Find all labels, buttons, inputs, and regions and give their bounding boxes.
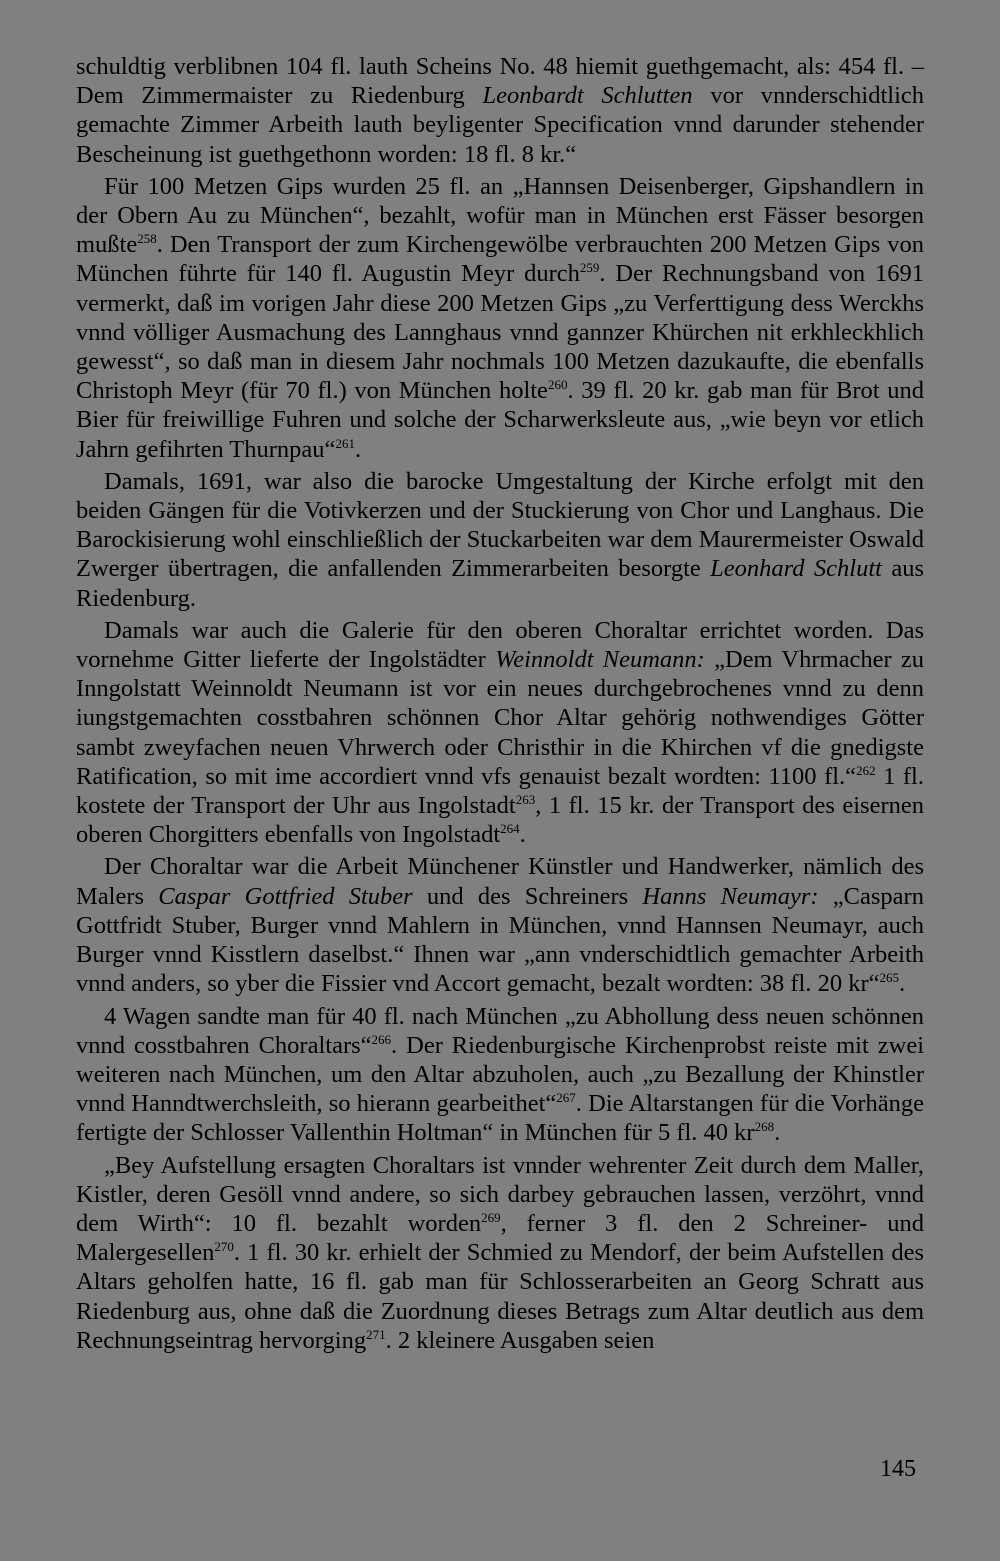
- footnote-marker: 264: [500, 821, 520, 837]
- text-run: Für 100 Metzen Gips wurden 25 fl. an „Hannsen Deisenberger, Gipshandlern in der Obern Au zu München“, bezahlt, wofür man in München erst Fässer besorgen mußte: [76, 172, 924, 259]
- footnote-marker: 265: [879, 970, 900, 986]
- text-run: . Die Altarstangen für die Vorhänge fertigte der Schlosser Vallenthin Holtman“ in München für 5 fl. 40 kr: [76, 1090, 924, 1147]
- paragraph: [76, 852, 924, 998]
- text-run: . Der Riedenburgische Kirchenprobst reiste mit zwei weiteren nach München, um den Altar abzuholen, auch „zu Bezallung der Khinstler vnnd Hanndtwerchsleith, so hierann gearbeithet“: [76, 1031, 925, 1118]
- text-run: Der Choraltar war die Arbeit Münchener Künstler und Handwerker, nämlich des Malers: [76, 853, 924, 910]
- footnote-marker: 259: [579, 260, 600, 276]
- text-run: , 1 fl. 15 kr. der Transport des eisernen oberen Chorgitters ebenfalls von Ingolstadt: [76, 792, 924, 849]
- footnote-marker: 270: [214, 1238, 234, 1254]
- text-run: Damals war auch die Galerie für den oberen Choraltar errichtet worden. Das vornehme Gitter lieferte der Ingolstädter: [76, 616, 924, 674]
- paragraph: [76, 1151, 924, 1355]
- page-number: 145: [880, 1456, 916, 1482]
- italic-name: Leonhard Schlutt: [710, 555, 882, 583]
- text-run: .: [519, 821, 526, 849]
- paragraph: [76, 616, 924, 850]
- text-run: . 39 fl. 20 kr. gab man für Brot und Bier für freiwillige Fuhren und solche der Scharwerksleute aus, „wie beyn vor etlich Jahrn gefihrten Thurnpau“: [76, 377, 925, 463]
- footnote-marker: 267: [556, 1089, 576, 1105]
- italic-name: Leonbardt Schlutten: [482, 82, 693, 110]
- footnote-marker: 263: [515, 791, 536, 807]
- page-body: [76, 52, 924, 1355]
- text-run: .: [774, 1119, 781, 1147]
- italic-name: Weinnoldt Neumann:: [495, 646, 705, 674]
- text-run: . Den Transport der zum Kirchengewölbe verbrauchten 200 Metzen Gips von München führte für 140 fl. Augustin Meyr durch: [76, 231, 924, 288]
- footnote-marker: 260: [547, 377, 568, 393]
- text-run: „Casparn Gottfridt Stuber, Burger vnnd Mahlern in München, vnnd Hannsen Neumayr, auch Burger vnnd Kisstlern daselbst.“ Ihnen war „ann vnderschidtlich gemachter Arbeith vnnd anders, so yber die Fissier vnd Accort gemacht, bezalt wordten: 38 fl. 20 kr“: [76, 882, 924, 998]
- text-run: 4 Wagen sandte man für 40 fl. nach München „zu Abhollung dess neuen schönnen vnnd cosstbahren Choraltars“: [76, 1002, 924, 1059]
- body-text: [76, 52, 924, 1355]
- italic-name: Hanns Neumayr:: [642, 882, 819, 910]
- text-run: . 2 kleinere Ausgaben seien: [385, 1326, 655, 1354]
- text-run: aus Riedenburg.: [76, 555, 924, 612]
- text-run: 1 fl. kostete der Transport der Uhr aus Ingolstadt: [76, 762, 924, 820]
- text-run: . 1 fl. 30 kr. erhielt der Schmied zu Mendorf, der beim Aufstellen des Altars geholfen hatte, 16 fl. gab man für Schlosserarbeiten an Georg Schratt aus Riedenburg aus, ohne daß die Zuordnung dieses Betrags zum Altar deutlich aus dem Rechnungseintrag hervorging: [76, 1239, 924, 1354]
- footnote-marker: 262: [856, 762, 876, 778]
- text-run: , ferner 3 fl. den 2 Schreiner- und Malergesellen: [76, 1209, 924, 1267]
- footnote-marker: 268: [754, 1119, 775, 1135]
- paragraph: [76, 467, 924, 613]
- footnote-marker: 269: [481, 1209, 501, 1225]
- italic-name: Caspar Gottfried Stuber: [158, 882, 413, 910]
- paragraph: [76, 1002, 924, 1148]
- text-run: vor vnnderschidtlich gemachte Zimmer Arbeith lauth beyligenter Specification vnnd darunder stehender Bescheinung ist guethgethonn worden: 18 fl. 8 kr.“: [76, 82, 924, 168]
- text-run: schuldtig verblibnen 104 fl. lauth Scheins No. 48 hiemit guethgemacht, als: 454 fl. – Dem Zimmermaister zu Riedenburg: [76, 53, 924, 110]
- text-run: .: [899, 970, 906, 998]
- text-run: „Dem Vhrmacher zu Inngolstatt Weinnoldt Neumann ist vor ein neues durchgebrochenes vnnd zu denn iungstgemachten cosstbahren schönnen Chor Altar gehörig nothwendiges Götter sambt zweyfachen neuen Vhrwerch oder Christhir in die Khirchen vf die gnedigste Ratification, so mit ime accordiert vnnd vfs genauist bezalt wordten: 1100 fl.“: [76, 646, 924, 790]
- footnote-marker: 261: [335, 435, 355, 451]
- text-run: . Der Rechnungsband von 1691 vermerkt, daß im vorigen Jahr diese 200 Metzen Gips „zu Verferttigung dess Werckhs vnnd völliger Ausmachung des Lannghaus vnnd gannzer Khürchen nit erkhleckhlich gewesst“, so daß man in diesem Jahr nochmals 100 Metzen dazukaufte, die ebenfalls Christoph Meyr (für 70 fl.) von München holte: [76, 260, 925, 405]
- paragraph: [76, 172, 924, 464]
- text-run: .: [354, 435, 362, 463]
- footnote-marker: 258: [137, 231, 157, 247]
- text-run: Damals, 1691, war also die barocke Umgestaltung der Kirche erfolgt mit den beiden Gängen für die Votivkerzen und der Stuckierung von Chor und Langhaus. Die Barockisierung wohl einschließlich der Stuckarbeiten war dem Maurermeister Oswald Zwerger übertragen, die anfallenden Zimmerarbeiten besorgte: [76, 467, 924, 583]
- footnote-marker: 266: [371, 1031, 392, 1047]
- footnote-marker: 271: [366, 1326, 386, 1342]
- text-run: und des Schreiners: [412, 882, 643, 910]
- paragraph: [76, 52, 924, 169]
- text-run: „Bey Aufstellung ersagten Choraltars ist vnnder wehrenter Zeit durch dem Maller, Kistler, deren Gesöll vnnd andere, so sich darbey gebrauchen lassen, verzöhrt, vnnd dem Wirth“: 10 fl. bezahlt worden: [76, 1151, 924, 1237]
